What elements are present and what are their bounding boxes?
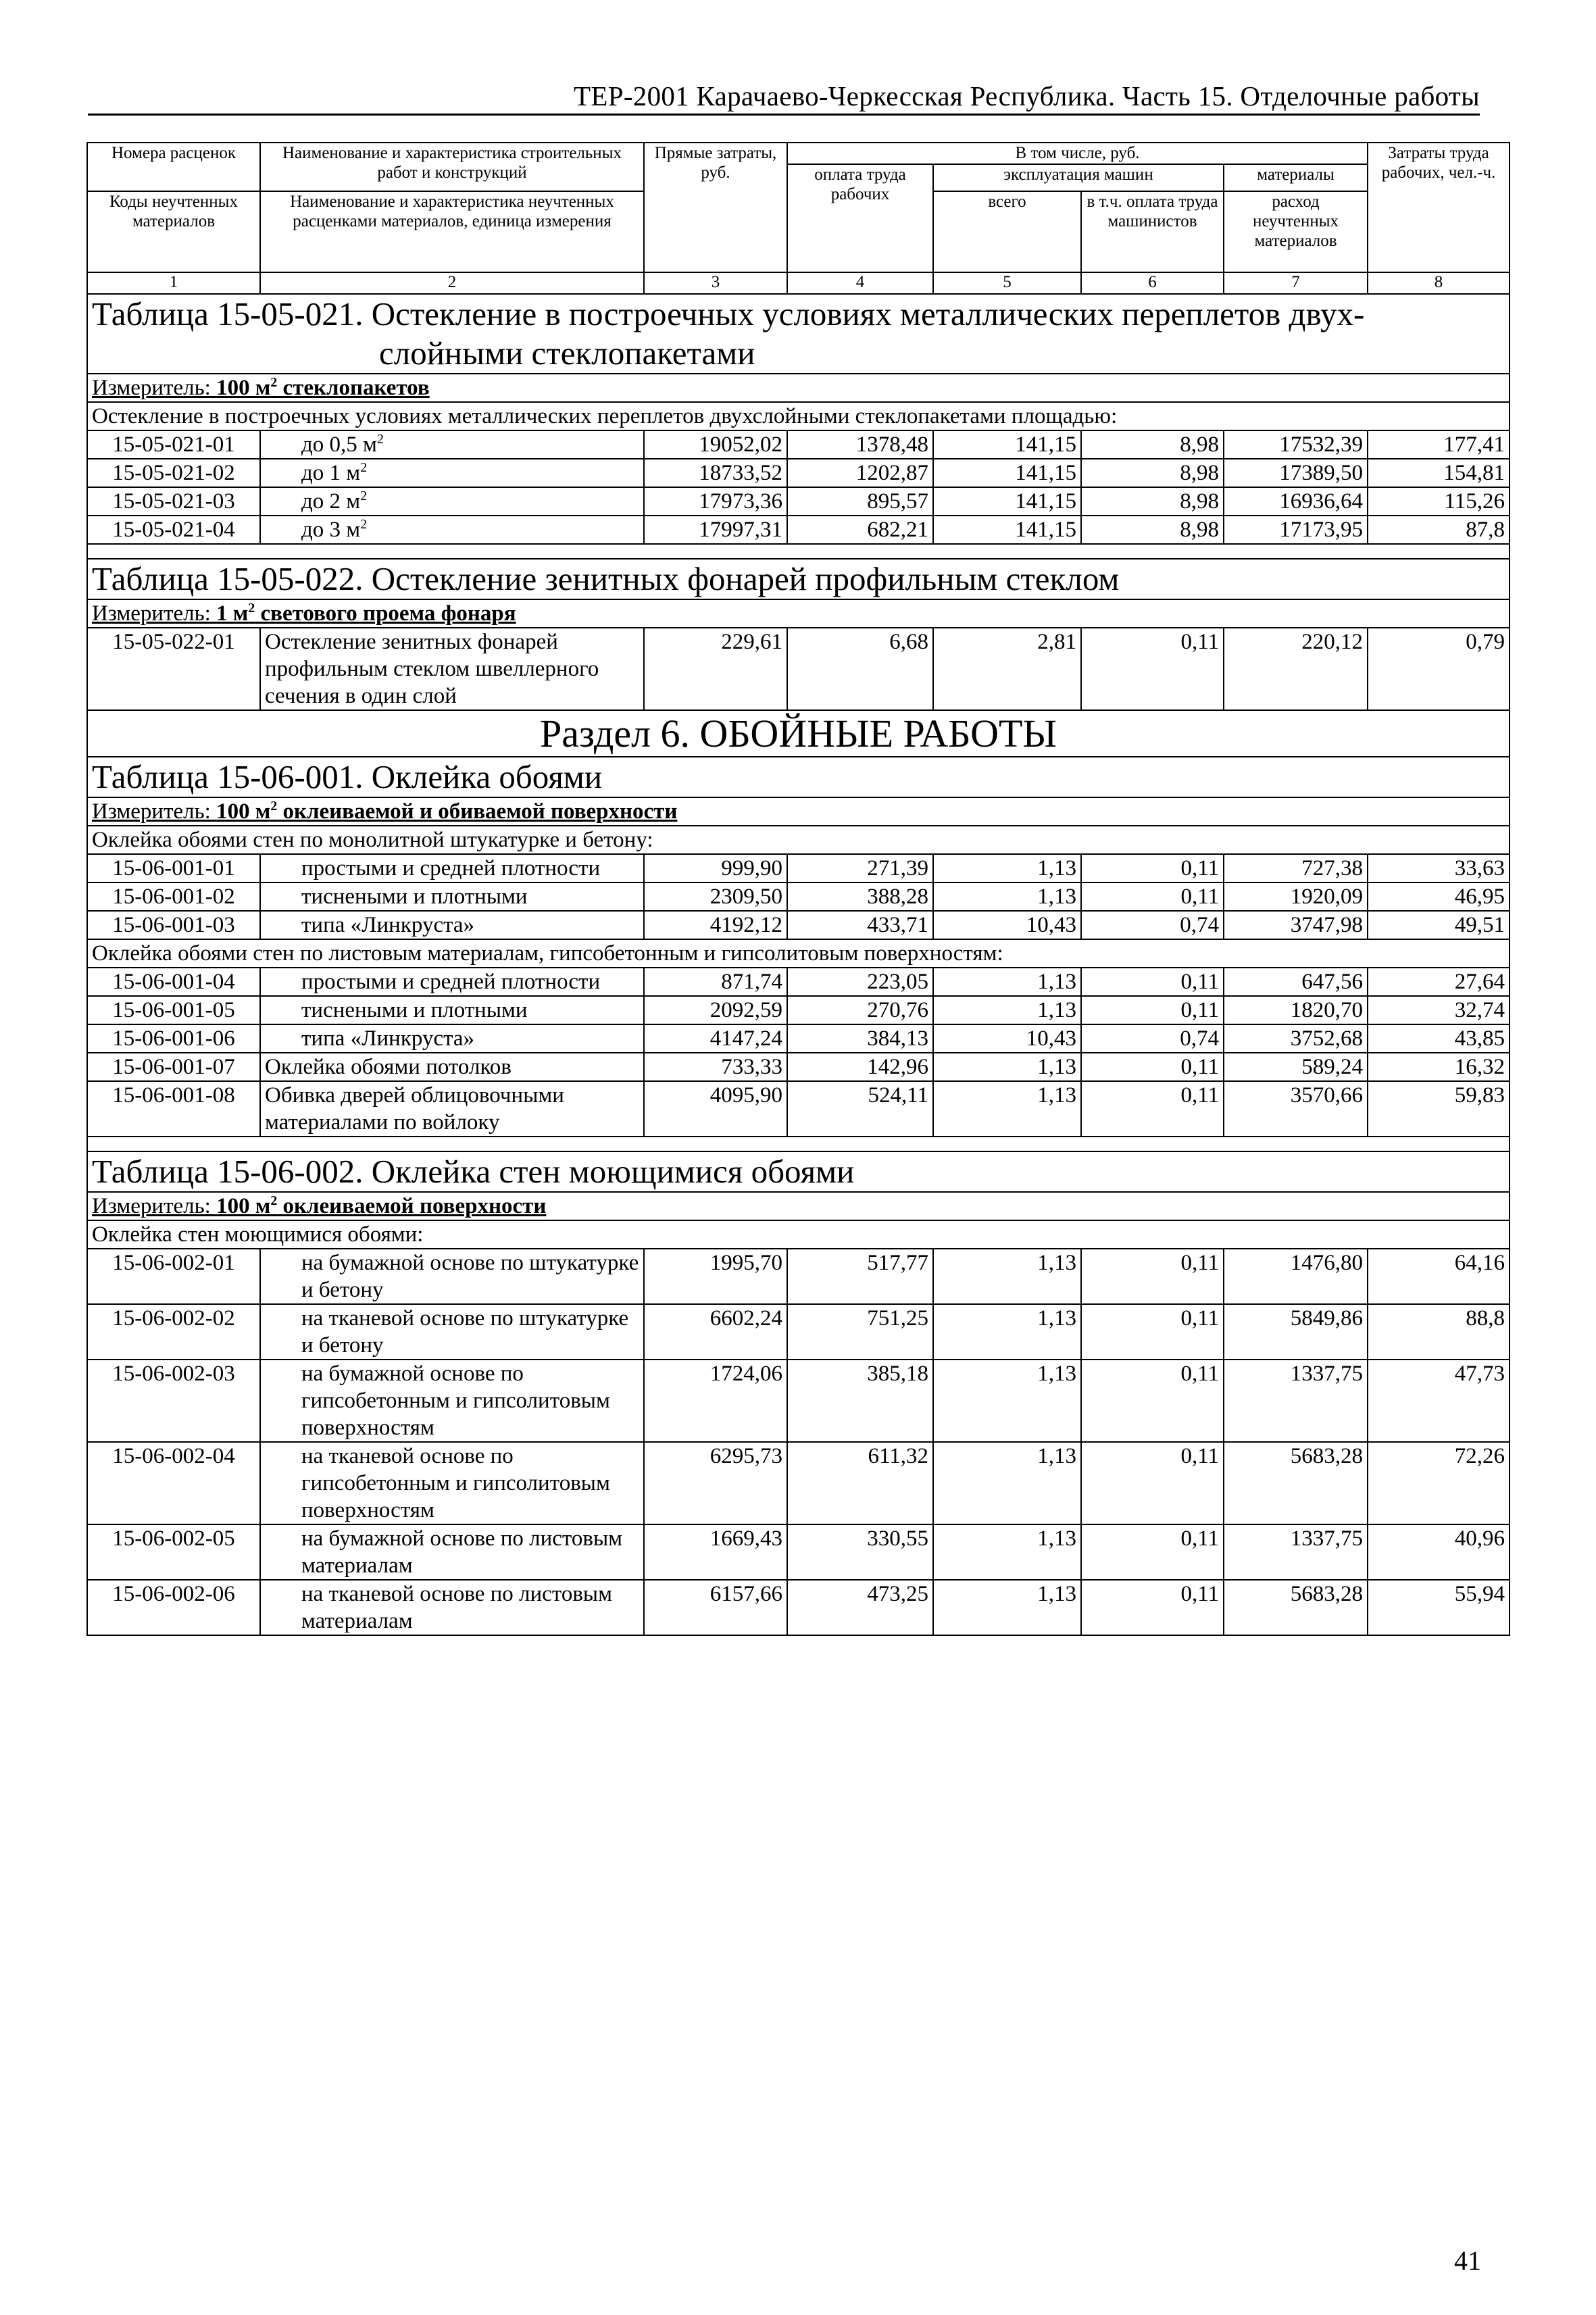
work-name: Обивка дверей облицовочными материалами по войлоку: [260, 1081, 644, 1137]
labor-hours: 43,85: [1368, 1024, 1510, 1053]
rate-code: 15-05-021-01: [87, 430, 260, 459]
machines-total: 1,13: [933, 882, 1081, 911]
table-title-row: [87, 559, 1510, 599]
work-name: Остекление зенитных фонарей профильным стеклом швеллерного сечения в один слой: [260, 628, 644, 710]
machinist-pay: 8,98: [1081, 516, 1224, 544]
group-header: Остекление в построечных условиях металлических переплетов двухслойными стеклопакетами площадью:: [87, 402, 1510, 430]
labor-hours: 115,26: [1368, 487, 1510, 516]
rate-code: 15-06-002-04: [87, 1442, 260, 1524]
section-title: Раздел 6. ОБОЙНЫЕ РАБОТЫ: [87, 710, 1510, 757]
labor-hours: 55,94: [1368, 1580, 1510, 1635]
col-labor-pay: оплата труда рабочих: [787, 164, 933, 272]
machines-total: 2,81: [933, 628, 1081, 710]
direct-costs: 871,74: [644, 968, 787, 996]
group-header-row: [87, 826, 1510, 854]
materials-cost: 1920,09: [1224, 882, 1368, 911]
materials-cost: 3747,98: [1224, 911, 1368, 939]
table-row: [87, 487, 1510, 516]
work-name: тиснеными и плотными: [260, 882, 644, 911]
rate-code: 15-06-001-05: [87, 996, 260, 1024]
machines-total: 141,15: [933, 430, 1081, 459]
rate-code: 15-06-002-02: [87, 1304, 260, 1360]
materials-cost: 1820,70: [1224, 996, 1368, 1024]
group-header-row: [87, 939, 1510, 968]
labor-pay: 271,39: [787, 854, 933, 882]
work-name: на тканевой основе по штукатурке и бетону: [260, 1304, 644, 1360]
direct-costs: 4095,90: [644, 1081, 787, 1137]
labor-pay: 433,71: [787, 911, 933, 939]
work-name: на бумажной основе по листовым материалам: [260, 1524, 644, 1580]
materials-cost: 1337,75: [1224, 1524, 1368, 1580]
col-material-name: Наименование и характеристика неучтенных расценками материалов, единица измерения: [260, 191, 644, 272]
materials-cost: 3570,66: [1224, 1081, 1368, 1137]
column-numbers-row: 1 2 3 4 5 6 7 8: [87, 272, 1510, 294]
table-row: [87, 1442, 1510, 1524]
rate-code: 15-05-022-01: [87, 628, 260, 710]
labor-pay: 1202,87: [787, 459, 933, 487]
table-title-text: Таблица 15-05-022. Остекление зенитных фонарей профильным стеклом: [92, 560, 1120, 597]
labor-pay: 473,25: [787, 1580, 933, 1635]
rate-code: 15-06-001-06: [87, 1024, 260, 1053]
table-row: [87, 911, 1510, 939]
table-row: [87, 968, 1510, 996]
labor-hours: 16,32: [1368, 1053, 1510, 1081]
section-row: [87, 710, 1510, 757]
table-row: [87, 1524, 1510, 1580]
measure-unit: Измеритель: 1 $м^2$ светового проема фонаря: [87, 599, 1510, 628]
machinist-pay: 0,11: [1081, 1249, 1224, 1304]
work-name: на бумажной основе по гипсобетонным и гипсолитовым поверхностям: [260, 1360, 644, 1442]
machines-total: 1,13: [933, 1081, 1081, 1137]
machines-total: 1,13: [933, 1304, 1081, 1360]
rate-code: 15-05-021-04: [87, 516, 260, 544]
rate-code: 15-06-001-08: [87, 1081, 260, 1137]
direct-costs: 2092,59: [644, 996, 787, 1024]
direct-costs: 1669,43: [644, 1524, 787, 1580]
measure-row: [87, 1192, 1510, 1220]
machines-total: 1,13: [933, 1249, 1081, 1304]
labor-hours: 27,64: [1368, 968, 1510, 996]
rate-code: 15-06-002-03: [87, 1360, 260, 1442]
rate-code: 15-06-001-01: [87, 854, 260, 882]
work-name: на тканевой основе по гипсобетонным и гипсолитовым поверхностям: [260, 1442, 644, 1524]
table-row: [87, 1024, 1510, 1053]
col-labor-cost: Затраты труда рабочих, чел.-ч.: [1368, 143, 1510, 272]
labor-hours: 46,95: [1368, 882, 1510, 911]
work-name: на тканевой основе по листовым материалам: [260, 1580, 644, 1635]
labor-pay: 524,11: [787, 1081, 933, 1137]
work-name: типа «Линкруста»: [260, 1024, 644, 1053]
work-name: до 2 $м^2$: [260, 487, 644, 516]
measure-unit: Измеритель: 100 $м^2$ оклеиваемой и обиваемой поверхности: [87, 797, 1510, 826]
machines-total: 1,13: [933, 1442, 1081, 1524]
work-name: до 3 $м^2$: [260, 516, 644, 544]
col-work-name: Наименование и характеристика строительных работ и конструкций: [260, 143, 644, 191]
spacer-row: [87, 1137, 1510, 1151]
machinist-pay: 0,11: [1081, 1360, 1224, 1442]
direct-costs: 1995,70: [644, 1249, 787, 1304]
labor-pay: 517,77: [787, 1249, 933, 1304]
materials-cost: 1476,80: [1224, 1249, 1368, 1304]
direct-costs: 999,90: [644, 854, 787, 882]
table-row: [87, 1081, 1510, 1137]
rates-table: [86, 142, 1510, 1636]
materials-cost: 16936,64: [1224, 487, 1368, 516]
table-title-row: [87, 1151, 1510, 1192]
rate-code: 15-06-002-01: [87, 1249, 260, 1304]
group-header: Оклейка стен моющимися обоями:: [87, 1220, 1510, 1249]
machinist-pay: 0,11: [1081, 628, 1224, 710]
materials-cost: 727,38: [1224, 854, 1368, 882]
col-rate-numbers: Номера расценок: [87, 143, 260, 191]
labor-pay: 6,68: [787, 628, 933, 710]
table-row: [87, 1580, 1510, 1635]
work-name: до 0,5 $м^2$: [260, 430, 644, 459]
rate-code: 15-06-001-02: [87, 882, 260, 911]
labor-hours: 87,8: [1368, 516, 1510, 544]
labor-pay: 385,18: [787, 1360, 933, 1442]
table-row: [87, 1304, 1510, 1360]
materials-cost: 5849,86: [1224, 1304, 1368, 1360]
machinist-pay: 0,11: [1081, 1081, 1224, 1137]
col-direct-costs: Прямые затраты, руб.: [644, 143, 787, 272]
materials-cost: 647,56: [1224, 968, 1368, 996]
table-row: [87, 516, 1510, 544]
table-title-row: [87, 294, 1510, 374]
materials-cost: 17532,39: [1224, 430, 1368, 459]
labor-hours: 64,16: [1368, 1249, 1510, 1304]
machinist-pay: 0,11: [1081, 1304, 1224, 1360]
labor-hours: 177,41: [1368, 430, 1510, 459]
direct-costs: 6157,66: [644, 1580, 787, 1635]
machinist-pay: 8,98: [1081, 430, 1224, 459]
rate-code: 15-06-001-07: [87, 1053, 260, 1081]
materials-cost: 589,24: [1224, 1053, 1368, 1081]
work-name: на бумажной основе по штукатурке и бетону: [260, 1249, 644, 1304]
labor-hours: 72,26: [1368, 1442, 1510, 1524]
labor-hours: 88,8: [1368, 1304, 1510, 1360]
header-rule: [88, 114, 1480, 116]
materials-cost: 5683,28: [1224, 1442, 1368, 1524]
labor-pay: 895,57: [787, 487, 933, 516]
materials-cost: 17389,50: [1224, 459, 1368, 487]
labor-pay: 330,55: [787, 1524, 933, 1580]
machinist-pay: 0,11: [1081, 854, 1224, 882]
labor-hours: 0,79: [1368, 628, 1510, 710]
machinist-pay: 0,11: [1081, 1524, 1224, 1580]
col-materials-sub: расход неучтенных материалов: [1224, 191, 1368, 272]
rate-code: 15-06-001-04: [87, 968, 260, 996]
work-name: простыми и средней плотности: [260, 854, 644, 882]
materials-cost: 1337,75: [1224, 1360, 1368, 1442]
group-header: Оклейка обоями стен по монолитной штукатурке и бетону:: [87, 826, 1510, 854]
direct-costs: 229,61: [644, 628, 787, 710]
measure-row: [87, 797, 1510, 826]
materials-cost: 5683,28: [1224, 1580, 1368, 1635]
rate-code: 15-06-002-05: [87, 1524, 260, 1580]
table-title: [87, 294, 1510, 374]
labor-hours: 33,63: [1368, 854, 1510, 882]
table-title: [87, 559, 1510, 599]
table-title-text: Таблица 15-05-021. Остекление в построечных условиях металлических переплетов двух-: [92, 295, 1365, 332]
labor-pay: 142,96: [787, 1053, 933, 1081]
direct-costs: 6295,73: [644, 1442, 787, 1524]
machines-total: 10,43: [933, 1024, 1081, 1053]
work-name: типа «Линкруста»: [260, 911, 644, 939]
labor-pay: 388,28: [787, 882, 933, 911]
table-row: [87, 1360, 1510, 1442]
machinist-pay: 0,11: [1081, 1580, 1224, 1635]
page-header: ТЕР-2001 Карачаево-Черкесская Республика. Часть 15. Отделочные работы: [574, 80, 1480, 111]
measure-row: [87, 374, 1510, 402]
spacer-row: [87, 544, 1510, 559]
machines-total: 1,13: [933, 1524, 1081, 1580]
table-row: [87, 459, 1510, 487]
machines-total: 141,15: [933, 459, 1081, 487]
table-row: [87, 628, 1510, 710]
labor-pay: 270,76: [787, 996, 933, 1024]
labor-pay: 751,25: [787, 1304, 933, 1360]
machinist-pay: 0,11: [1081, 968, 1224, 996]
direct-costs: 17997,31: [644, 516, 787, 544]
machinist-pay: 0,11: [1081, 1442, 1224, 1524]
measure-row: [87, 599, 1510, 628]
labor-hours: 32,74: [1368, 996, 1510, 1024]
work-name: до 1 $м^2$: [260, 459, 644, 487]
machinist-pay: 0,11: [1081, 996, 1224, 1024]
table-title-row: [87, 757, 1510, 797]
labor-pay: 223,05: [787, 968, 933, 996]
table-row: [87, 882, 1510, 911]
col-materials: материалы: [1224, 164, 1368, 191]
direct-costs: 2309,50: [644, 882, 787, 911]
col-machines: эксплуатация машин: [933, 164, 1224, 191]
machines-total: 1,13: [933, 1360, 1081, 1442]
table-row: [87, 996, 1510, 1024]
machines-total: 1,13: [933, 854, 1081, 882]
table-title-text: Таблица 15-06-002. Оклейка стен моющимися обоями: [92, 1153, 855, 1190]
machines-total: 10,43: [933, 911, 1081, 939]
table-title: [87, 757, 1510, 797]
machinist-pay: 0,11: [1081, 1053, 1224, 1081]
machinist-pay: 8,98: [1081, 487, 1224, 516]
work-name: тиснеными и плотными: [260, 996, 644, 1024]
rate-code: 15-05-021-02: [87, 459, 260, 487]
materials-cost: 17173,95: [1224, 516, 1368, 544]
group-header-row: [87, 1220, 1510, 1249]
labor-hours: 154,81: [1368, 459, 1510, 487]
col-material-codes: Коды неучтенных материалов: [87, 191, 260, 272]
labor-hours: 49,51: [1368, 911, 1510, 939]
machines-total: 1,13: [933, 1580, 1081, 1635]
page-number: 41: [1454, 2245, 1481, 2276]
group-header: Оклейка обоями стен по листовым материалам, гипсобетонным и гипсолитовым поверхностям:: [87, 939, 1510, 968]
machines-total: 1,13: [933, 968, 1081, 996]
table-title-continuation: слойными стеклопакетами: [379, 334, 755, 372]
machines-total: 141,15: [933, 487, 1081, 516]
col-machines-total: всего: [933, 191, 1081, 272]
table-row: [87, 430, 1510, 459]
machinist-pay: 8,98: [1081, 459, 1224, 487]
col-machines-incl: в т.ч. оплата труда машинистов: [1081, 191, 1224, 272]
labor-hours: 59,83: [1368, 1081, 1510, 1137]
table-title-text: Таблица 15-06-001. Оклейка обоями: [92, 758, 603, 795]
rate-code: 15-06-001-03: [87, 911, 260, 939]
direct-costs: 18733,52: [644, 459, 787, 487]
materials-cost: 3752,68: [1224, 1024, 1368, 1053]
materials-cost: 220,12: [1224, 628, 1368, 710]
labor-hours: 47,73: [1368, 1360, 1510, 1442]
direct-costs: 1724,06: [644, 1360, 787, 1442]
machinist-pay: 0,11: [1081, 882, 1224, 911]
work-name: простыми и средней плотности: [260, 968, 644, 996]
rate-code: 15-06-002-06: [87, 1580, 260, 1635]
machinist-pay: 0,74: [1081, 911, 1224, 939]
col-group-including: В том числе, руб.: [787, 143, 1368, 164]
labor-hours: 40,96: [1368, 1524, 1510, 1580]
direct-costs: 733,33: [644, 1053, 787, 1081]
direct-costs: 4192,12: [644, 911, 787, 939]
machines-total: 141,15: [933, 516, 1081, 544]
direct-costs: 17973,36: [644, 487, 787, 516]
measure-unit: Измеритель: 100 $м^2$ стеклопакетов: [87, 374, 1510, 402]
group-header-row: [87, 402, 1510, 430]
table-row: [87, 1053, 1510, 1081]
rate-code: 15-05-021-03: [87, 487, 260, 516]
machines-total: 1,13: [933, 996, 1081, 1024]
labor-pay: 1378,48: [787, 430, 933, 459]
labor-pay: 611,32: [787, 1442, 933, 1524]
labor-pay: 384,13: [787, 1024, 933, 1053]
work-name: Оклейка обоями потолков: [260, 1053, 644, 1081]
machines-total: 1,13: [933, 1053, 1081, 1081]
table-title: [87, 1151, 1510, 1192]
table-row: [87, 854, 1510, 882]
measure-unit: Измеритель: 100 $м^2$ оклеиваемой поверхности: [87, 1192, 1510, 1220]
labor-pay: 682,21: [787, 516, 933, 544]
machinist-pay: 0,74: [1081, 1024, 1224, 1053]
table-row: [87, 1249, 1510, 1304]
direct-costs: 4147,24: [644, 1024, 787, 1053]
direct-costs: 19052,02: [644, 430, 787, 459]
direct-costs: 6602,24: [644, 1304, 787, 1360]
